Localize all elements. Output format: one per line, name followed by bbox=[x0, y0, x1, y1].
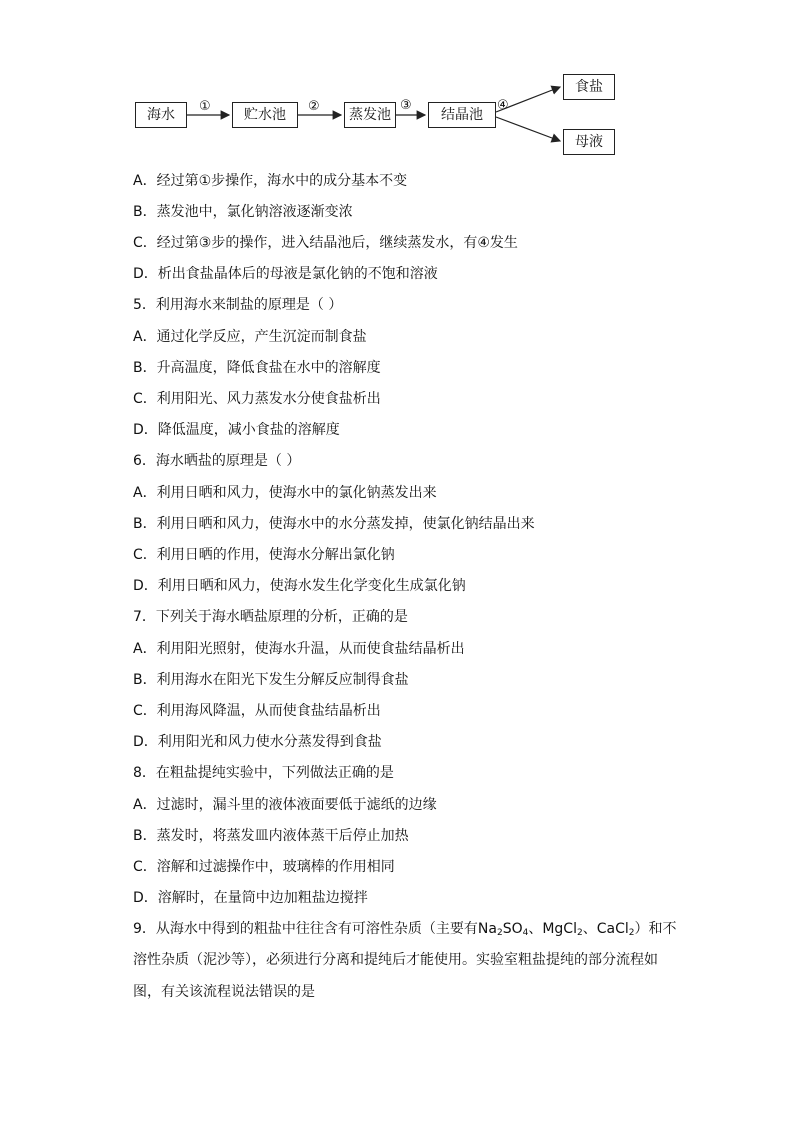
q9-cacl: 、CaCl bbox=[582, 921, 629, 937]
question-9-line-2: 溶性杂质（泥沙等），必须进行分离和提纯后才能使用。实验室粗盐提纯的部分流程如 bbox=[133, 952, 658, 968]
option-4d: D．析出食盐晶体后的母液是氯化钠的不饱和溶液 bbox=[133, 266, 438, 282]
step-2-label: ② bbox=[308, 99, 320, 114]
option-5a: A．通过化学反应，产生沉淀而制食盐 bbox=[133, 329, 367, 345]
q9-sub-mg: 2 bbox=[576, 928, 583, 938]
option-6c: C．利用日晒的作用，使海水分解出氯化钠 bbox=[133, 547, 395, 563]
question-9-line-1 bbox=[133, 920, 676, 942]
option-7c: C．利用海风降温，从而使食盐结晶析出 bbox=[133, 703, 381, 719]
flow-arrows bbox=[0, 0, 794, 170]
q9-text-b: ）和不 bbox=[634, 921, 677, 937]
q9-sub-ca: 2 bbox=[628, 928, 635, 938]
option-8c: C．溶解和过滤操作中，玻璃棒的作用相同 bbox=[133, 859, 395, 875]
step-4-label: ④ bbox=[497, 98, 509, 113]
option-7a: A．利用阳光照射，使海水升温，从而使食盐结晶析出 bbox=[133, 641, 465, 657]
question-9-line-3: 图，有关该流程说法错误的是 bbox=[133, 984, 315, 1000]
step-1-label: ① bbox=[199, 99, 211, 114]
option-8b: B．蒸发时，将蒸发皿内液体蒸干后停止加热 bbox=[133, 828, 409, 844]
node-salt: 食盐 bbox=[563, 74, 615, 100]
option-7b: B．利用海水在阳光下发生分解反应制得食盐 bbox=[133, 672, 409, 688]
q9-sub-so4: 4 bbox=[522, 928, 529, 938]
node-mother-liquor: 母液 bbox=[563, 129, 615, 155]
option-8d: D．溶解时，在量筒中边加粗盐边搅拌 bbox=[133, 890, 368, 906]
node-seawater: 海水 bbox=[135, 102, 187, 128]
q9-so: SO bbox=[502, 921, 523, 937]
option-4a: A．经过第①步操作，海水中的成分基本不变 bbox=[133, 173, 408, 189]
option-4b: B．蒸发池中，氯化钠溶液逐渐变浓 bbox=[133, 204, 353, 220]
option-5d: D．降低温度，减小食盐的溶解度 bbox=[133, 422, 340, 438]
q9-sub-na: 2 bbox=[496, 928, 503, 938]
question-8: 8．在粗盐提纯实验中，下列做法正确的是 bbox=[133, 765, 394, 781]
option-8a: A．过滤时，漏斗里的液体液面要低于滤纸的边缘 bbox=[133, 797, 437, 813]
question-6: 6．海水晒盐的原理是（ ） bbox=[133, 453, 301, 469]
q9-text-a: 9．从海水中得到的粗盐中往往含有可溶性杂质（主要有Na bbox=[133, 921, 497, 937]
option-4c: C．经过第③步的操作，进入结晶池后，继续蒸发水，有④发生 bbox=[133, 235, 518, 251]
option-6d: D．利用日晒和风力，使海水发生化学变化生成氯化钠 bbox=[133, 578, 466, 594]
node-storage-pool: 贮水池 bbox=[232, 102, 298, 128]
option-6b: B．利用日晒和风力，使海水中的水分蒸发掉，使氯化钠结晶出来 bbox=[133, 516, 535, 532]
step-3-label: ③ bbox=[400, 98, 412, 113]
option-6a: A．利用日晒和风力，使海水中的氯化钠蒸发出来 bbox=[133, 485, 437, 501]
option-7d: D．利用阳光和风力使水分蒸发得到食盐 bbox=[133, 734, 382, 750]
question-5: 5．利用海水来制盐的原理是（ ） bbox=[133, 297, 343, 313]
option-5c: C．利用阳光、风力蒸发水分使食盐析出 bbox=[133, 391, 381, 407]
q9-mgcl: 、MgCl bbox=[528, 921, 577, 937]
node-evaporation-pool: 蒸发池 bbox=[344, 102, 396, 128]
node-crystallization-pool: 结晶池 bbox=[428, 102, 496, 128]
salt-flow-diagram bbox=[0, 0, 794, 170]
option-5b: B．升高温度，降低食盐在水中的溶解度 bbox=[133, 360, 381, 376]
question-7: 7．下列关于海水晒盐原理的分析，正确的是 bbox=[133, 609, 408, 625]
